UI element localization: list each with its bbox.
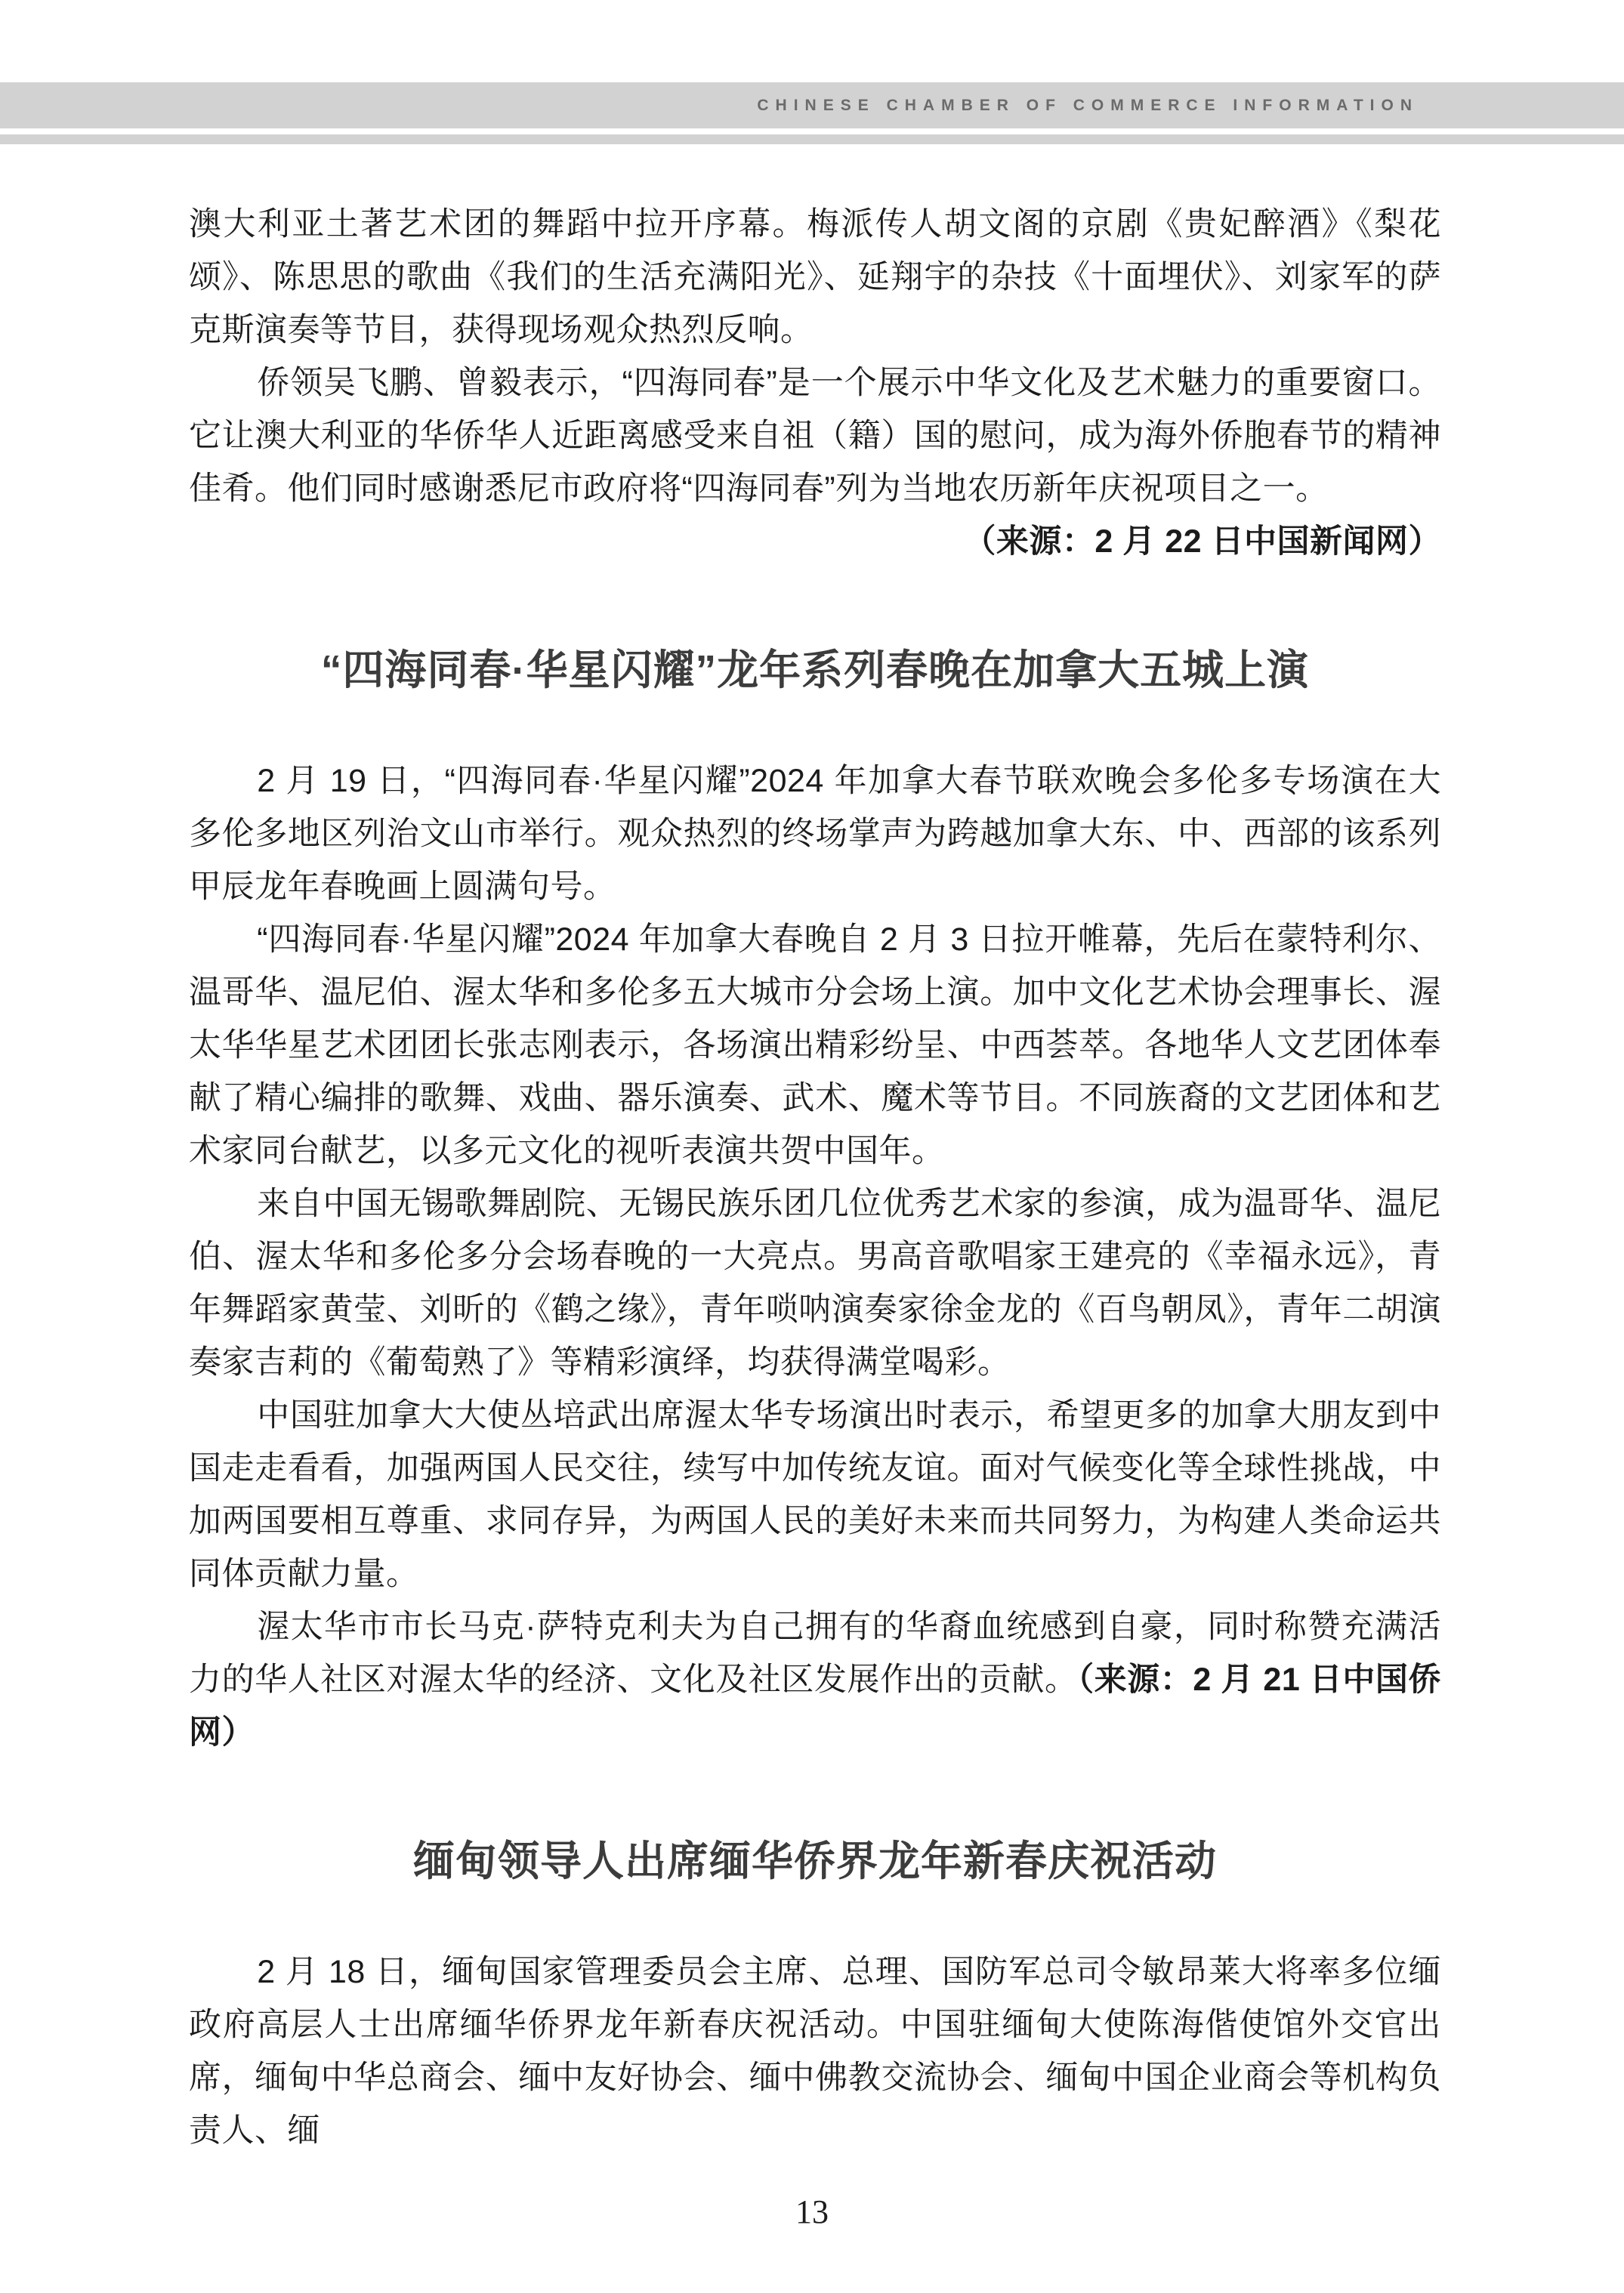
header-banner-text: CHINESE CHAMBER OF COMMERCE INFORMATION <box>757 97 1419 114</box>
article-title: “四海同春·华星闪耀”龙年系列春晚在加拿大五城上演 <box>320 647 1310 693</box>
source-attribution: （来源：2 月 21 日中国侨网） <box>189 1662 1442 1751</box>
paragraph <box>189 1389 1441 1600</box>
paragraph <box>189 198 1441 356</box>
source-line <box>189 515 1441 568</box>
body-text: “四海同春·华星闪耀”2024 年加拿大春晚自 2 月 3 日拉开帷幕，先后在蒙特利尔、温哥华、温尼伯、渥太华和多伦多五大城市分会场上演。加中文化艺术协会理事长、渥太华华星艺术团团长张志刚表示，各场演出精彩纷呈、中西荟萃。各地华人文艺团体奉献了精心编排的歌舞、戏曲、器乐演奏、武术、魔术等节目。不同族裔的文艺团体和艺术家同台献艺，以多元文化的视听表演共贺中国年。 <box>189 921 1441 1169</box>
paragraph <box>189 1600 1441 1759</box>
body-text: 中国驻加拿大大使丛培武出席渥太华专场演出时表示，希望更多的加拿大朋友到中国走走看看，加强两国人民交往，续写中加传统友谊。面对气候变化等全球性挑战，中加两国要相互尊重、求同存异，为两国人民的美好未来而共同努力，为构建人类命运共同体贡献力量。 <box>189 1397 1441 1592</box>
source-attribution: （来源：2 月 22 日中国新闻网） <box>963 523 1441 560</box>
paragraph <box>189 356 1441 515</box>
body-text: 渥太华市市长马克·萨特克利夫为自己拥有的华裔血统感到自豪，同时称赞充满活力的华人社区对渥太华的经济、文化及社区发展作出的贡献。 <box>189 1609 1441 1698</box>
paragraph <box>189 1177 1441 1389</box>
article-title: 缅甸领导人出席缅华侨界龙年新春庆祝活动 <box>412 1838 1217 1884</box>
paragraph <box>189 755 1441 913</box>
body-text: 2 月 18 日，缅甸国家管理委员会主席、总理、国防军总司令敏昂莱大将率多位缅政府高层人士出席缅华侨界龙年新春庆祝活动。中国驻缅甸大使陈海偕使馆外交官出席，缅甸中华总商会、缅中友好协会、缅中佛教交流协会、缅甸中国企业商会等机构负责人、缅 <box>189 1954 1441 2149</box>
paragraph <box>189 1946 1441 2157</box>
paragraph <box>189 913 1441 1177</box>
body-text: 来自中国无锡歌舞剧院、无锡民族乐团几位优秀艺术家的参演，成为温哥华、温尼伯、渥太华和多伦多分会场春晚的一大亮点。男高音歌唱家王建亮的《幸福永远》，青年舞蹈家黄莹、刘昕的《鹤之缘》，青年唢呐演奏家徐金龙的《百鸟朝凤》，青年二胡演奏家吉莉的《葡萄熟了》等精彩演绎，均获得满堂喝彩。 <box>189 1186 1441 1381</box>
body-text: 澳大利亚土著艺术团的舞蹈中拉开序幕。梅派传人胡文阁的京剧《贵妃醉酒》《梨花颂》、陈思思的歌曲《我们的生活充满阳光》、延翔宇的杂技《十面埋伏》、刘家军的萨克斯演奏等节目，获得现场观众热烈反响。 <box>189 206 1441 348</box>
articles-container <box>189 0 1441 2157</box>
body-text: 侨领吴飞鹏、曾毅表示，“四海同春”是一个展示中华文化及艺术魅力的重要窗口。它让澳大利亚的华侨华人近距离感受来自祖（籍）国的慰问，成为海外侨胞春节的精神佳肴。他们同时感谢悉尼市政府将“四海同春”列为当地农历新年庆祝项目之一。 <box>189 365 1441 507</box>
page-number: 13 <box>795 2193 829 2230</box>
body-text: 2 月 19 日，“四海同春·华星闪耀”2024 年加拿大春节联欢晚会多伦多专场演在大多伦多地区列治文山市举行。观众热烈的终场掌声为跨越加拿大东、中、西部的该系列甲辰龙年春晚画上圆满句号。 <box>189 763 1441 905</box>
